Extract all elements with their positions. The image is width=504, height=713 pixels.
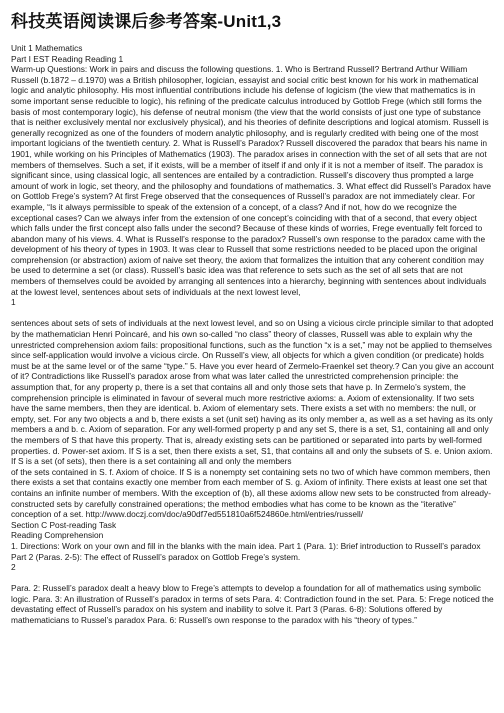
document-title: 科技英语阅读课后参考答案-Unit1,3 (11, 12, 282, 31)
paragraph: 1. Directions: Work on your own and fill in the blanks with the main idea. Part 1 (Para. 1): Brief introduction to Russell’s paradox Part 2 (Paras. 2-5): The effect of Russell’s paradox on Gottlob Frege’s system. (11, 540, 481, 562)
paragraph: Section C Post-reading Task (11, 519, 117, 530)
page-break-gap (11, 308, 494, 319)
paragraph: Warm-up Questions: Work in pairs and discuss the following questions. 1. Who is Bertrand Russell? Bertrand Arthur William Russell (b.1872 – d.1970) was a British philosopher, logician, essayist and social critic best known for his work in mathematical logic and analytic philosophy. His most influential contributions include his defense of logicism (the view that mathematics is in some important sense reducible to logic), his refining of the predicate calculus introduced by Gottlob Frege (which still forms the basis of most contemporary logic), his defense of neutral monism (the view that the world consists of just one type of substance that is neither exclusively mental nor exclusively physical), and his theories of definite descriptions and logical atomism. Russell is generally recognized as one of the founders of modern analytic philosophy, and is regularly credited with being one of the most important logicians of the twentieth century. 2. What is Russell’s Paradox? Russell discovered the paradox that bears his name in 1901, while working on his Principles of Mathematics (1903). The paradox arises in connection with the set of all sets that are not members of themselves. Such a set, if it exists, will be a member of itself if and only if it is not a member of itself. The paradox is significant since, using classical logic, all sentences are entailed by a contradiction. Russell’s discovery thus prompted a large amount of work in logic, set theory, and the philosophy and foundations of mathematics. 3. What effect did Russell’s Paradox have on Gottlob Frege’s system? At first Frege observed that the consequences of Russell’s paradox are not immediately clear. For example, “Is it always permissible to speak of the extension of a concept, of a class? And if not, how do we recognize the exceptional cases? Can we always infer from the extension of one concept’s coinciding with that of a second, that every object which falls under the first concept also falls under the second? Because of these kinds of worries, Frege eventually felt forced to abandon many of his views. 4. What is Russell’s response to the paradox? Russell’s own response to the paradox came with the development of his theory of types in 1903. It was clear to Russell that some restrictions needed to be placed upon the original comprehension (or abstraction) axiom of naive set theory, the axiom that formalizes the intuition that any coherent condition may be used to determine a set (or class). Russell’s basic idea was that reference to sets such as the set of all sets that are not members of themselves could be avoided by arranging all sentences into a hierarchy, beginning with sentences about individuals at the lowest level, sentences about sets of individuals at the next lowest level, (11, 64, 492, 297)
paragraph: Para. 2: Russell’s paradox dealt a heavy blow to Frege’s attempts to develop a foundation for all of mathematics using symbolic logic. Para. 3: An illustration of Russell’s paradox in terms of sets Para. 4: Contradiction found in the set. Para. 5: Frege noticed the devastating effect of Russell’s paradox on his system and inability to solve it. Part 3 (Paras. 6-8): Solutions offered by mathematicians to Russel’s paradox Para. 6: Russell’s own response to the paradox with his “theory of types.” (11, 583, 494, 626)
document-body (11, 43, 494, 626)
paragraph: Part I EST Reading Reading 1 (11, 53, 124, 64)
paragraph: of the sets contained in S. f. Axiom of choice. If S is a nonempty set containing sets no two of which have common members, then there exists a set that contains exactly one member from each member of S. g. Axiom of infinity. There exists at least one set that contains an infinite number of members. With the exception of (b), all these axioms allow new sets to be constructed from already-constructed sets by carefully constrained operations; the method embodies what has come to be known as the “iterative” conception of a set. http://www.doczj.com/doc/a90df7ed551810a6f524860e.html/entries/russell/ (11, 466, 491, 520)
page-break-gap (11, 573, 494, 584)
page-number: 2 (11, 562, 16, 573)
page-number: 1 (11, 297, 16, 308)
paragraph: sentences about sets of sets of individuals at the next lowest level, and so on Using a vicious circle principle similar to that adopted by the mathematician Henri Poincaré, and his own so-called “no class” theory of classes, Russell was able to explain why the unrestricted comprehension axiom fails: propositional functions, such as the function “x is a set,” may not be applied to themselves since self-application would involve a vicious circle. On Russell’s view, all objects for which a given condition (or predicate) holds must be at the same level or of the same “type.” 5. Have you ever heard of Zermelo-Fraenkel set theory.? Can you give an account of it? Contradictions like Russell’s paradox arose from what was later called the unrestricted comprehension principle: the assumption that, for any property p, there is a set that contains all and only those sets that have p. In Zermelo’s system, the comprehension principle is eliminated in favour of several much more restrictive axioms: a. Axiom of extensionality. If two sets have the same members, then they are identical. b. Axiom of elementary sets. There exists a set with no members: the null, or empty, set. For any two objects a and b, there exists a set (unit set) having as its only member a, as well as a set having as its only members a and b. c. Axiom of separation. For any well-formed property p and any set S, there is a set, S1, containing all and only the members of S that have this property. That is, already existing sets can be partitioned or separated into parts by well-formed properties. d. Power-set axiom. If S is a set, then there exists a set, S1, that contains all and only the subsets of S. e. Union axiom. If S is a set (of sets), then there is a set containing all and only the members (11, 318, 494, 467)
paragraph: Reading Comprehension (11, 530, 104, 541)
paragraph: Unit 1 Mathematics (11, 43, 83, 53)
